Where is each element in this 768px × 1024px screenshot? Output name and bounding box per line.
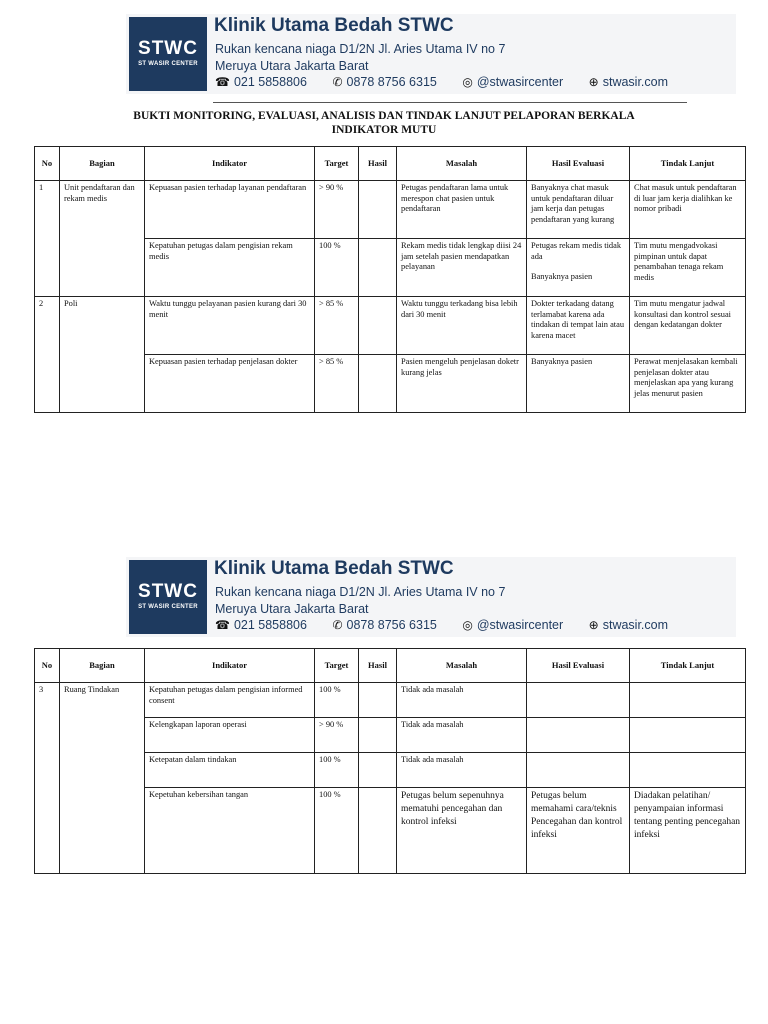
clinic-logo xyxy=(129,17,207,91)
column-header: No xyxy=(35,649,60,683)
column-header: Target xyxy=(315,147,359,181)
target-cell: 100 % xyxy=(315,788,359,874)
column-header: Bagian xyxy=(60,147,145,181)
instagram-icon: ◎ xyxy=(462,618,473,632)
whatsapp-icon: ✆ xyxy=(332,618,343,632)
tindak-lanjut-cell: Tim mutu mengadvokasi pimpinan untuk dapat penambahan tenaga rekam medis xyxy=(630,239,746,297)
title-line-1: BUKTI MONITORING, EVALUASI, ANALISIS DAN TINDAK LANJUT PELAPORAN BERKALA xyxy=(133,110,635,122)
hasil-cell xyxy=(359,683,397,718)
indicator-table-1 xyxy=(34,146,746,413)
masalah-cell: Tidak ada masalah xyxy=(397,683,527,718)
evaluasi-cell: Banyaknya chat masuk untuk pendaftaran diluar jam kerja dan petugas pendaftaran yang kurang xyxy=(527,181,630,239)
logo-text: STWC xyxy=(138,38,198,59)
hasil-cell xyxy=(359,788,397,874)
address-line-1: Rukan kencana niaga D1/2N Jl. Aries Utama IV no 7 xyxy=(215,585,506,599)
table-header-row xyxy=(35,147,746,181)
tindak-lanjut-cell xyxy=(630,753,746,788)
evaluasi-cell xyxy=(527,718,630,753)
column-header: Hasil Evaluasi xyxy=(527,147,630,181)
column-header: Bagian xyxy=(60,649,145,683)
hasil-cell xyxy=(359,239,397,297)
phone-icon: ☎ xyxy=(215,618,230,632)
website: stwasir.com xyxy=(602,618,669,632)
whatsapp-number: 0878 8756 6315 xyxy=(346,618,437,632)
evaluasi-cell: Banyaknya pasien xyxy=(527,355,630,413)
website: stwasir.com xyxy=(602,75,669,89)
clinic-name: Klinik Utama Bedah STWC xyxy=(214,15,454,36)
evaluasi-cell xyxy=(527,239,630,297)
column-header: Hasil xyxy=(359,649,397,683)
header-divider xyxy=(213,102,687,103)
phone-number: 021 5858806 xyxy=(233,75,307,89)
column-header: Tindak Lanjut xyxy=(630,147,746,181)
indikator-cell: Waktu tunggu pelayanan pasien kurang dari 30 menit xyxy=(145,297,315,355)
evaluasi-text: Petugas rekam medis tidak ada xyxy=(531,241,622,261)
globe-icon: ⊕ xyxy=(588,618,599,632)
indikator-cell: Kepetuhan kebersihan tangan xyxy=(145,788,315,874)
target-cell: > 85 % xyxy=(315,297,359,355)
bagian-cell: Poli xyxy=(60,297,145,413)
bagian-cell: Ruang Tindakan xyxy=(60,683,145,874)
letterhead xyxy=(126,557,736,637)
contact-line xyxy=(215,618,690,632)
table-row xyxy=(35,181,746,239)
evaluasi-cell: Dokter terkadang datang terlamabat karena ada tindakan di tempat lain atau karena macet xyxy=(527,297,630,355)
evaluasi-text-2: Banyaknya pasien xyxy=(531,272,593,282)
tindak-lanjut-cell: Diadakan pelatihan/ penyampaian informasi tentang penting pencegahan infeksi xyxy=(630,788,746,874)
address-line-2: Meruya Utara Jakarta Barat xyxy=(215,59,369,73)
row-number: 3 xyxy=(35,683,60,874)
target-cell: 100 % xyxy=(315,683,359,718)
target-cell: 100 % xyxy=(315,239,359,297)
masalah-cell: Rekam medis tidak lengkap diisi 24 jam setelah pasien mendapatkan pelayanan xyxy=(397,239,527,297)
phone-icon: ☎ xyxy=(215,75,230,89)
column-header: Indikator xyxy=(145,147,315,181)
target-cell: > 85 % xyxy=(315,355,359,413)
instagram-handle: @stwasircenter xyxy=(476,618,564,632)
column-header: Hasil xyxy=(359,147,397,181)
masalah-cell: Tidak ada masalah xyxy=(397,753,527,788)
tindak-lanjut-cell: Chat masuk untuk pendaftaran di luar jam kerja dialihkan ke nomor pribadi xyxy=(630,181,746,239)
address-line-1: Rukan kencana niaga D1/2N Jl. Aries Utama IV no 7 xyxy=(215,42,506,56)
column-header: No xyxy=(35,147,60,181)
hasil-cell xyxy=(359,181,397,239)
hasil-cell xyxy=(359,355,397,413)
logo-subtext: ST WASIR CENTER xyxy=(138,61,198,67)
column-header: Indikator xyxy=(145,649,315,683)
bagian-cell: Unit pendaftaran dan rekam medis xyxy=(60,181,145,297)
target-cell: 100 % xyxy=(315,753,359,788)
evaluasi-cell xyxy=(527,753,630,788)
hasil-cell xyxy=(359,753,397,788)
indicator-table-2 xyxy=(34,648,746,874)
logo-subtext: ST WASIR CENTER xyxy=(138,604,198,610)
masalah-cell: Petugas belum sepenuhnya mematuhi pencegahan dan kontrol infeksi xyxy=(397,788,527,874)
contact-line xyxy=(215,75,690,89)
tindak-lanjut-cell: Tim mutu mengatur jadwal konsultasi dan kontrol sesuai dengan kedatangan dokter xyxy=(630,297,746,355)
indikator-cell: Kepuasan pasien terhadap layanan pendaftaran xyxy=(145,181,315,239)
tindak-lanjut-cell: Perawat menjelasakan kembali penjelasan dokter atau menjelaskan apa yang kurang jelas menurut pasien xyxy=(630,355,746,413)
masalah-cell: Petugas pendaftaran lama untuk merespon chat pasien untuk pendaftaran xyxy=(397,181,527,239)
clinic-name: Klinik Utama Bedah STWC xyxy=(214,558,454,579)
address-line-2: Meruya Utara Jakarta Barat xyxy=(215,602,369,616)
whatsapp-icon: ✆ xyxy=(332,75,343,89)
instagram-handle: @stwasircenter xyxy=(476,75,564,89)
letterhead xyxy=(126,14,736,94)
column-header: Tindak Lanjut xyxy=(630,649,746,683)
evaluasi-cell xyxy=(527,683,630,718)
phone-number: 021 5858806 xyxy=(233,618,307,632)
indikator-cell: Kepatuhan petugas dalam pengisian rekam medis xyxy=(145,239,315,297)
instagram-icon: ◎ xyxy=(462,75,473,89)
masalah-cell: Tidak ada masalah xyxy=(397,718,527,753)
target-cell: > 90 % xyxy=(315,181,359,239)
masalah-cell: Waktu tunggu terkadang bisa lebih dari 30 menit xyxy=(397,297,527,355)
clinic-logo xyxy=(129,560,207,634)
indikator-cell: Kepatuhan petugas dalam pengisian informed consent xyxy=(145,683,315,718)
logo-text: STWC xyxy=(138,581,198,602)
column-header: Hasil Evaluasi xyxy=(527,649,630,683)
table-row xyxy=(35,683,746,718)
indikator-cell: Kepuasan pasien terhadap penjelasan dokter xyxy=(145,355,315,413)
target-cell: > 90 % xyxy=(315,718,359,753)
hasil-cell xyxy=(359,297,397,355)
indikator-cell: Kelengkapan laporan operasi xyxy=(145,718,315,753)
column-header: Target xyxy=(315,649,359,683)
document-title xyxy=(60,109,708,137)
indikator-cell: Ketepatan dalam tindakan xyxy=(145,753,315,788)
column-header: Masalah xyxy=(397,649,527,683)
hasil-cell xyxy=(359,718,397,753)
evaluasi-cell: Petugas belum memahami cara/teknis Pencegahan dan kontrol infeksi xyxy=(527,788,630,874)
table-header-row xyxy=(35,649,746,683)
globe-icon: ⊕ xyxy=(588,75,599,89)
tindak-lanjut-cell xyxy=(630,683,746,718)
row-number: 1 xyxy=(35,181,60,297)
row-number: 2 xyxy=(35,297,60,413)
whatsapp-number: 0878 8756 6315 xyxy=(346,75,437,89)
column-header: Masalah xyxy=(397,147,527,181)
masalah-cell: Pasien mengeluh penjelasan doketr kurang jelas xyxy=(397,355,527,413)
table-row xyxy=(35,297,746,355)
title-line-2: INDIKATOR MUTU xyxy=(331,124,437,136)
tindak-lanjut-cell xyxy=(630,718,746,753)
